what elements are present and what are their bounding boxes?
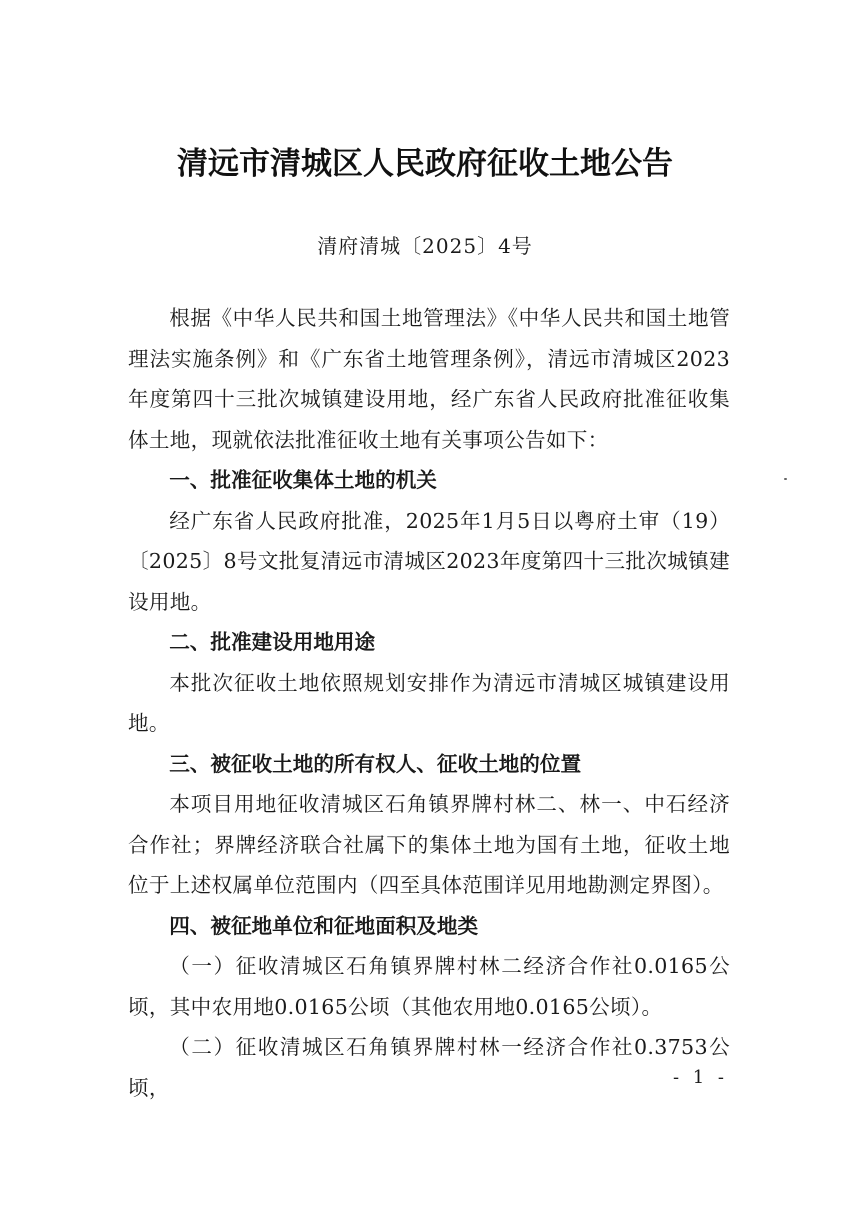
document-number: 清府清城〔2025〕4号	[317, 234, 533, 258]
section-heading-1: 一、批准征收集体土地的机关	[169, 468, 437, 492]
document-title: 清远市清城区人民政府征收土地公告	[177, 146, 673, 182]
section-text-3: 本项目用地征收清城区石角镇界牌村林二、林一、中石经济合作社；界牌经济联合社属下的集体土地为国有土地，征收土地位于上述权属单位范围内（四至具体范围详见用地勘测定界图）。	[128, 792, 730, 897]
section-heading-4: 四、被征地单位和征地面积及地类	[169, 913, 479, 938]
section-text-1: 经广东省人民政府批准，2025年1月5日以粤府土审（19）〔2025〕8号文批复清远市清城区2023年度第四十三批次城镇建设用地。	[128, 508, 730, 614]
intro-paragraph: 根据《中华人民共和国土地管理法》《中华人民共和国土地管理法实施条例》和《广东省土地管理条例》，清远市清城区2023年度第四十三批次城镇建设用地，经广东省人民政府批准征收集体土地，现就依法批准征收土地有关事项公告如下：	[128, 306, 730, 452]
document-body	[128, 298, 730, 1108]
page-number: - 1 -	[672, 1067, 728, 1088]
scan-speck	[784, 478, 787, 480]
section-heading-3: 三、被征收土地的所有权人、征收土地的位置	[169, 751, 582, 776]
section-item-4-1: （一）征收清城区石角镇界牌村林二经济合作社0.0165公顷，其中农用地0.0165公顷（其他农用地0.0165公顷）。	[128, 954, 730, 1019]
section-item-4-2: （二）征收清城区石角镇界牌村林一经济合作社0.3753公顷，	[128, 1035, 730, 1100]
section-text-2: 本批次征收土地依照规划安排作为清远市清城区城镇建设用地。	[128, 670, 730, 735]
section-heading-2: 二、批准建设用地用途	[169, 630, 376, 654]
